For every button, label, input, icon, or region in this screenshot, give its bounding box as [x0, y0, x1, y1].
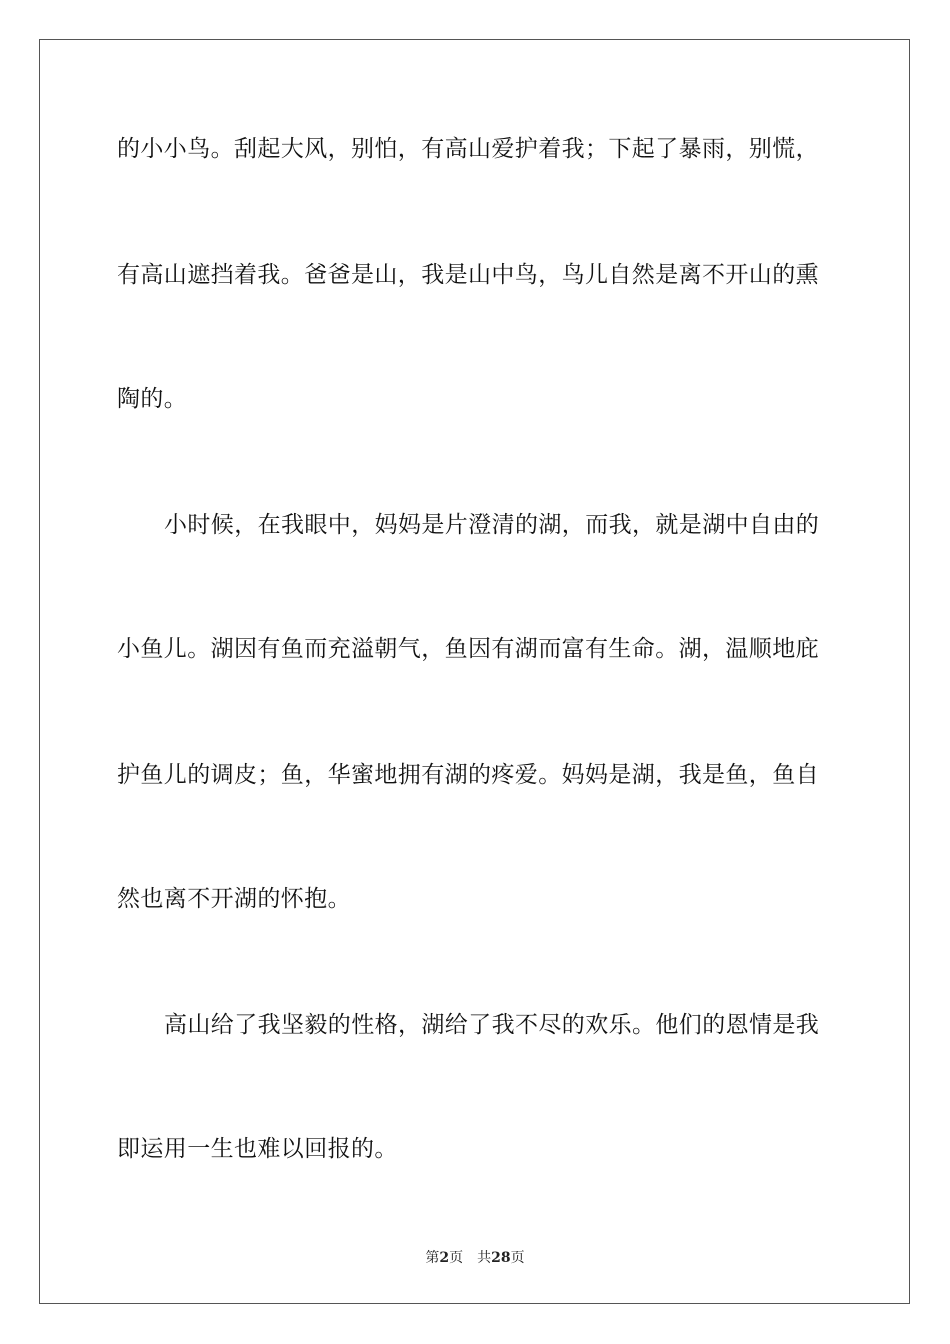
- paragraph-2-line-4: 然也离不开湖的怀抱。: [117, 886, 351, 912]
- page-prefix: 第: [425, 1250, 440, 1266]
- paragraph-1-line-2: 有高山遮挡着我。爸爸是山，我是山中鸟，鸟儿自然是离不开山的熏: [117, 262, 819, 288]
- paragraph-3-line-1: 高山给了我坚毅的性格，湖给了我不尽的欢乐。他们的恩情是我: [164, 1012, 820, 1038]
- paragraph-2-line-2: 小鱼儿。湖因有鱼而充溢朝气，鱼因有湖而富有生命。湖，温顺地庇: [117, 636, 819, 662]
- total-prefix: 共: [477, 1250, 492, 1266]
- total-pages: 28: [491, 1250, 511, 1266]
- page-number: 2: [439, 1250, 450, 1266]
- paragraph-1-line-3: 陶的。: [117, 386, 188, 412]
- page-frame: [39, 39, 910, 1304]
- total-suffix: 页: [510, 1250, 525, 1266]
- paragraph-2-line-1: 小时候，在我眼中，妈妈是片澄清的湖，而我，就是湖中自由的: [164, 512, 820, 538]
- paragraph-2-line-3: 护鱼儿的调皮；鱼，华蜜地拥有湖的疼爱。妈妈是湖，我是鱼，鱼自: [117, 762, 819, 788]
- paragraph-1-line-1: 的小小鸟。刮起大风，别怕，有高山爱护着我；下起了暴雨，别慌，: [117, 136, 819, 162]
- page-footer: [0, 1249, 950, 1267]
- page-suffix: 页: [449, 1250, 464, 1266]
- paragraph-3-line-2: 即运用一生也难以回报的。: [117, 1136, 398, 1162]
